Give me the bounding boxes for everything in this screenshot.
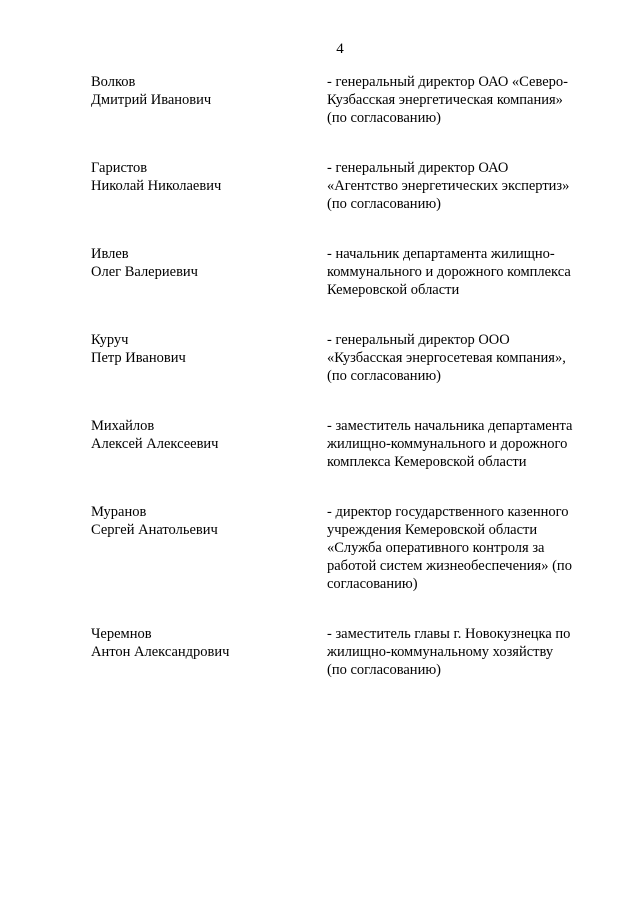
member-surname: Куруч	[91, 332, 129, 348]
member-role-line: (по согласованию)	[327, 110, 441, 126]
member-role-line: - начальник департамента жилищно-	[327, 246, 555, 262]
member-name	[91, 73, 327, 127]
member-role-line: (по согласованию)	[327, 368, 441, 384]
member-role-line: (по согласованию)	[327, 196, 441, 212]
member-entry	[91, 331, 596, 385]
member-name	[91, 245, 327, 299]
member-surname: Волков	[91, 74, 136, 90]
member-role	[327, 159, 596, 213]
member-name	[91, 159, 327, 213]
member-role-line: «Агентство энергетических экспертиз»	[327, 178, 570, 194]
member-role-line: согласованию)	[327, 576, 418, 592]
member-role-line: (по согласованию)	[327, 662, 441, 678]
member-role-line: - генеральный директор ООО	[327, 332, 510, 348]
member-entry	[91, 73, 596, 127]
member-given-name: Николай Николаевич	[91, 178, 222, 194]
member-surname: Ивлев	[91, 246, 129, 262]
member-surname: Муранов	[91, 504, 147, 520]
member-role-line: комплекса Кемеровской области	[327, 454, 527, 470]
member-list	[91, 73, 596, 679]
member-role-line: - заместитель главы г. Новокузнецка по	[327, 626, 571, 642]
member-name	[91, 331, 327, 385]
member-name	[91, 417, 327, 471]
member-role-line: «Кузбасская энергосетевая компания»,	[327, 350, 566, 366]
member-role-line: учреждения Кемеровской области	[327, 522, 538, 538]
member-entry	[91, 159, 596, 213]
member-surname: Черемнов	[91, 626, 152, 642]
member-role-line: работой систем жизнеобеспечения» (по	[327, 558, 572, 574]
member-role-line: - заместитель начальника департамента	[327, 418, 573, 434]
member-role-line: Кемеровской области	[327, 282, 460, 298]
member-role	[327, 417, 596, 471]
member-given-name: Антон Александрович	[91, 644, 230, 660]
page-number: 4	[336, 41, 344, 57]
member-role-line: жилищно-коммунальному хозяйству	[327, 644, 554, 660]
member-given-name: Сергей Анатольевич	[91, 522, 218, 538]
member-name	[91, 503, 327, 593]
member-role	[327, 503, 596, 593]
member-role-line: «Служба оперативного контроля за	[327, 540, 545, 556]
member-given-name: Олег Валериевич	[91, 264, 198, 280]
member-entry	[91, 503, 596, 593]
member-surname: Гаристов	[91, 160, 148, 176]
member-role	[327, 245, 596, 299]
member-role-line: коммунального и дорожного комплекса	[327, 264, 571, 280]
member-given-name: Дмитрий Иванович	[91, 92, 212, 108]
member-given-name: Петр Иванович	[91, 350, 186, 366]
member-role-line: - директор государственного казенного	[327, 504, 569, 520]
member-role	[327, 73, 596, 127]
member-role-line: Кузбасская энергетическая компания»	[327, 92, 563, 108]
member-entry	[91, 417, 596, 471]
member-role	[327, 331, 596, 385]
member-given-name: Алексей Алексеевич	[91, 436, 219, 452]
member-entry	[91, 625, 596, 679]
member-role-line: - генеральный директор ОАО	[327, 160, 509, 176]
member-role-line: жилищно-коммунального и дорожного	[327, 436, 568, 452]
member-entry	[91, 245, 596, 299]
member-surname: Михайлов	[91, 418, 155, 434]
member-name	[91, 625, 327, 679]
member-role	[327, 625, 596, 679]
member-role-line: - генеральный директор ОАО «Северо-	[327, 74, 568, 90]
